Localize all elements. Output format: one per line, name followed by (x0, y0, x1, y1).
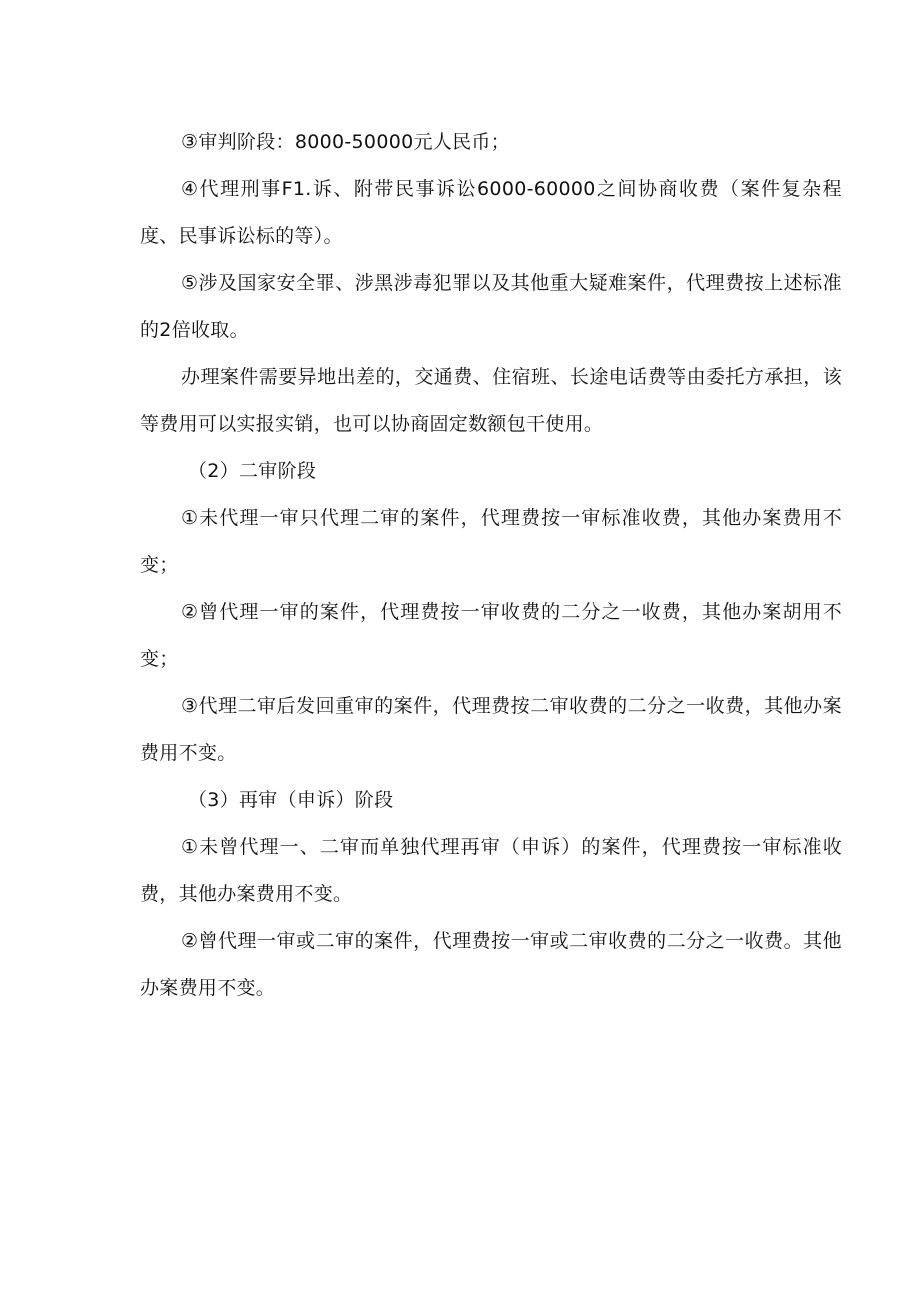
paragraph-retrial-after-remand: ③代理二审后发回重审的案件，代理费按二审收费的二分之一收费，其他办案费用不变。 (140, 695, 842, 764)
section-heading-retrial: （3）再审（申诉）阶段 (188, 789, 394, 811)
paragraph-travel-expenses: 办理案件需要异地出差的，交通费、住宿班、长途电话费等由委托方承担，该等费用可以实报实销，也可以协商固定数额包干使用。 (140, 366, 842, 435)
paragraph-major-case-fee: ⑤涉及国家安全罪、涉黑涉毒犯罪以及其他重大疑难案件，代理费按上述标准的2倍收取。 (140, 272, 842, 341)
paragraph-retrial-after-prior: ②曾代理一审或二审的案件，代理费按一审或二审收费的二分之一收费。其他办案费用不变。 (140, 930, 842, 999)
section-heading-second-instance: （2）二审阶段 (188, 460, 317, 482)
paragraph-second-instance-only: ①未代理一审只代理二审的案件，代理费按一审标准收费，其他办案费用不变； (140, 507, 842, 576)
paragraph-trial-stage-fee: ③审判阶段：8000-50000元人民币； (181, 131, 510, 153)
paragraph-second-instance-after-first: ②曾代理一审的案件，代理费按一审收费的二分之一收费，其他办案胡用不变； (140, 601, 842, 670)
paragraph-criminal-civil-litigation-fee: ④代理刑事F1.诉、附带民事诉讼6000-60000之间协商收费（案件复杂程度、民事诉讼标的等）。 (140, 178, 842, 247)
document-body (140, 119, 842, 1012)
paragraph-retrial-only: ①未曾代理一、二审而单独代理再审（申诉）的案件，代理费按一审标准收费，其他办案费用不变。 (140, 836, 842, 905)
